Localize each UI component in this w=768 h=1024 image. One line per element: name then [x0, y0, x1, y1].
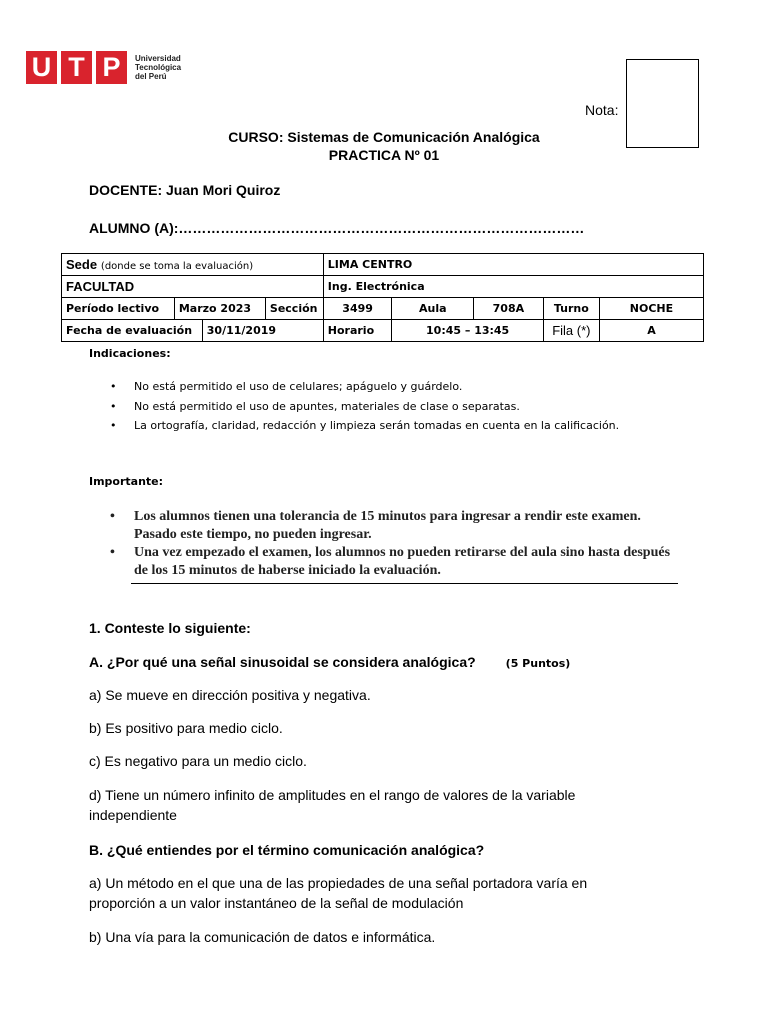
question-b-option: b) Una vía para la comunicación de datos e informática. — [89, 929, 436, 945]
periodo-label: Período lectivo — [62, 298, 175, 320]
exam-info-table — [61, 253, 704, 342]
facultad-value: Ing. Electrónica — [323, 276, 703, 298]
question-a-option: b) Es positivo para medio ciclo. — [89, 720, 283, 736]
horario-value: 10:45 – 13:45 — [392, 320, 543, 342]
question-a-option: a) Se mueve en dirección positiva y negativa. — [89, 687, 371, 703]
indicaciones-title: Indicaciones: — [89, 347, 171, 360]
horario-label: Horario — [323, 320, 392, 342]
logo-letter-u: U — [26, 51, 57, 84]
question-a-option: d) Tiene un número infinito de amplitudes en el rango de valores de la variable independiente — [89, 787, 576, 823]
fecha-value: 30/11/2019 — [202, 320, 323, 342]
question-b: B. ¿Qué entiendes por el término comunicación analógica? — [89, 842, 485, 858]
course-title: CURSO: Sistemas de Comunicación Analógica — [228, 129, 540, 145]
importante-list — [110, 508, 680, 580]
question-a: A. ¿Por qué una señal sinusoidal se considera analógica? (5 Puntos) — [89, 654, 571, 670]
student-name-line: ALUMNO (A):…………………………………………………………………………… — [89, 220, 585, 236]
seccion-value: 3499 — [323, 298, 392, 320]
sede-value: LIMA CENTRO — [323, 254, 703, 276]
nota-label: Nota: — [585, 102, 619, 118]
list-item: • No está permitido el uso de celulares; apáguelo y guárdelo. — [110, 380, 619, 400]
list-item: • Una vez empezado el examen, los alumnos no pueden retirarse del aula sino hasta después de los 15 minutos de haberse iniciado la evaluación. — [110, 544, 680, 580]
periodo-value: Marzo 2023 — [174, 298, 265, 320]
importante-title: Importante: — [89, 475, 164, 488]
indicaciones-list — [110, 380, 619, 439]
turno-value: NOCHE — [599, 298, 703, 320]
logo-letter-t: T — [61, 51, 92, 84]
logo-letter-p: P — [96, 51, 127, 84]
section-1-title: 1. Conteste lo siguiente: — [89, 620, 251, 636]
fecha-label: Fecha de evaluación — [62, 320, 203, 342]
logo-university-name: Universidad Tecnológica del Perú — [135, 54, 182, 81]
seccion-label: Sección — [265, 298, 323, 320]
aula-label: Aula — [392, 298, 474, 320]
aula-value: 708A — [474, 298, 544, 320]
fila-value: A — [599, 320, 703, 342]
list-item: • Los alumnos tienen una tolerancia de 15 minutos para ingresar a rendir este examen. Pasado este tiempo, no pueden ingresar. — [110, 508, 680, 544]
list-item: • La ortografía, claridad, redacción y limpieza serán tomadas en cuenta en la calificación. — [110, 419, 619, 439]
question-b-option: a) Un método en el que una de las propiedades de una señal portadora varía en proporción a un valor instantáneo de la señal de modulación — [89, 875, 588, 911]
practice-title: PRACTICA Nº 01 — [328, 147, 440, 163]
divider — [131, 583, 678, 584]
points-badge: (5 Puntos) — [505, 657, 571, 670]
question-a-option: c) Es negativo para un medio ciclo. — [89, 753, 307, 769]
utp-logo — [26, 51, 181, 84]
teacher-name: DOCENTE: Juan Mori Quiroz — [89, 182, 281, 198]
list-item: • No está permitido el uso de apuntes, materiales de clase o separatas. — [110, 400, 619, 420]
turno-label: Turno — [543, 298, 599, 320]
fila-label: Fila (*) — [543, 320, 599, 342]
sede-label-cell: Sede (donde se toma la evaluación) — [62, 254, 324, 276]
facultad-label: FACULTAD — [62, 276, 324, 298]
